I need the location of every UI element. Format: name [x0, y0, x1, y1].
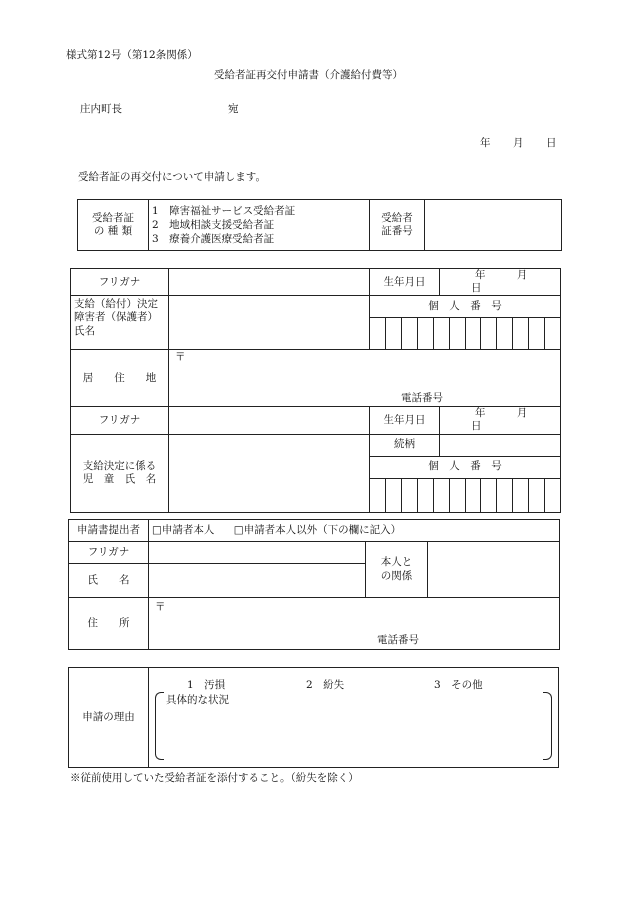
submitter-name-label: 氏 名 [69, 564, 149, 598]
residence-field[interactable] [169, 350, 561, 407]
reason-option-1[interactable]: 1 汚損 [187, 679, 226, 691]
birthdate-field[interactable]: 年 月 日 [440, 269, 561, 296]
relationship-label: 続柄 [370, 434, 440, 456]
bracket-right [543, 692, 552, 760]
intro-text: 受給者証の再交付について申請します。 [78, 171, 266, 183]
option-self-checkbox[interactable]: □申請者本人 [152, 523, 215, 536]
reason-table [68, 667, 559, 768]
cert-number-label: 受給者 証番号 [370, 200, 425, 251]
relationship-field[interactable] [440, 434, 561, 456]
applicant-name-label: 支給（給付）決定 障害者（保護者） 氏名 [71, 296, 169, 350]
child-furigana-field[interactable] [169, 407, 370, 434]
birthdate-label: 生年月日 [370, 269, 440, 296]
date-year-label: 年 [480, 137, 491, 149]
postal-mark: 〒 [175, 351, 186, 364]
submitter-phone-label: 電話番号 [377, 633, 419, 646]
submitter-address-field[interactable] [149, 598, 560, 650]
submitter-furigana-label: フリガナ [69, 542, 149, 564]
option-other-checkbox[interactable]: □申請者本人以外（下の欄に記入） [233, 523, 402, 536]
residence-label: 居 住 地 [71, 350, 169, 407]
relation-field[interactable] [428, 542, 560, 598]
applicant-name-field[interactable] [169, 296, 370, 350]
reason-label: 申請の理由 [69, 668, 149, 768]
footer-note: ※従前使用していた受給者証を添付すること。（紛失を除く） [70, 772, 359, 784]
date-month-label: 月 [513, 137, 524, 149]
honorific: 宛 [228, 103, 239, 115]
cert-type-table [77, 199, 562, 251]
date-day-label: 日 [546, 137, 557, 149]
reason-field [149, 668, 559, 768]
applicant-table [70, 268, 561, 513]
personal-number-label: 個 人 番 号 [370, 296, 561, 318]
child-name-field[interactable] [169, 434, 370, 512]
child-birthdate-field[interactable]: 年 月 日 [440, 407, 561, 434]
child-birthdate-label: 生年月日 [370, 407, 440, 434]
cert-type-label: 受給者証 の 種 類 [78, 200, 149, 251]
submitter-table [68, 519, 560, 650]
cert-option-2[interactable]: 2 地域相談支援受給者証 [152, 218, 275, 231]
cert-type-options [149, 200, 370, 251]
phone-label: 電話番号 [401, 391, 443, 404]
reason-option-2[interactable]: 2 紛失 [306, 679, 345, 691]
bracket-left [155, 692, 164, 760]
cert-option-1[interactable]: 1 障害福祉サービス受給者証 [152, 204, 296, 217]
addressee: 庄内町長 [80, 103, 122, 115]
personal-number-grid[interactable] [370, 318, 561, 350]
submitter-options [149, 520, 560, 542]
reason-option-3[interactable]: 3 その他 [434, 679, 483, 691]
furigana-label: フリガナ [71, 269, 169, 296]
child-name-label: 支給決定に係る 児 童 氏 名 [71, 434, 169, 512]
submitter-name-field[interactable] [149, 564, 366, 598]
child-personal-number-grid[interactable] [370, 478, 561, 512]
submitter-postal-mark: 〒 [155, 601, 166, 613]
submitter-furigana-field[interactable] [149, 542, 366, 564]
form-number: 様式第12号（第12条関係） [66, 49, 198, 61]
furigana-field[interactable] [169, 269, 370, 296]
detail-label: 具体的な状況 [166, 694, 229, 706]
cert-number-field[interactable] [425, 200, 562, 251]
child-furigana-label: フリガナ [71, 407, 169, 434]
cert-option-3[interactable]: 3 療養介護医療受給者証 [152, 233, 275, 246]
submitter-label: 申請書提出者 [69, 520, 149, 542]
relation-label: 本人と の関係 [366, 542, 428, 598]
child-personal-number-label: 個 人 番 号 [370, 456, 561, 478]
submitter-address-label: 住 所 [69, 598, 149, 650]
form-title: 受給者証再交付申請書（介護給付費等） [214, 69, 403, 81]
